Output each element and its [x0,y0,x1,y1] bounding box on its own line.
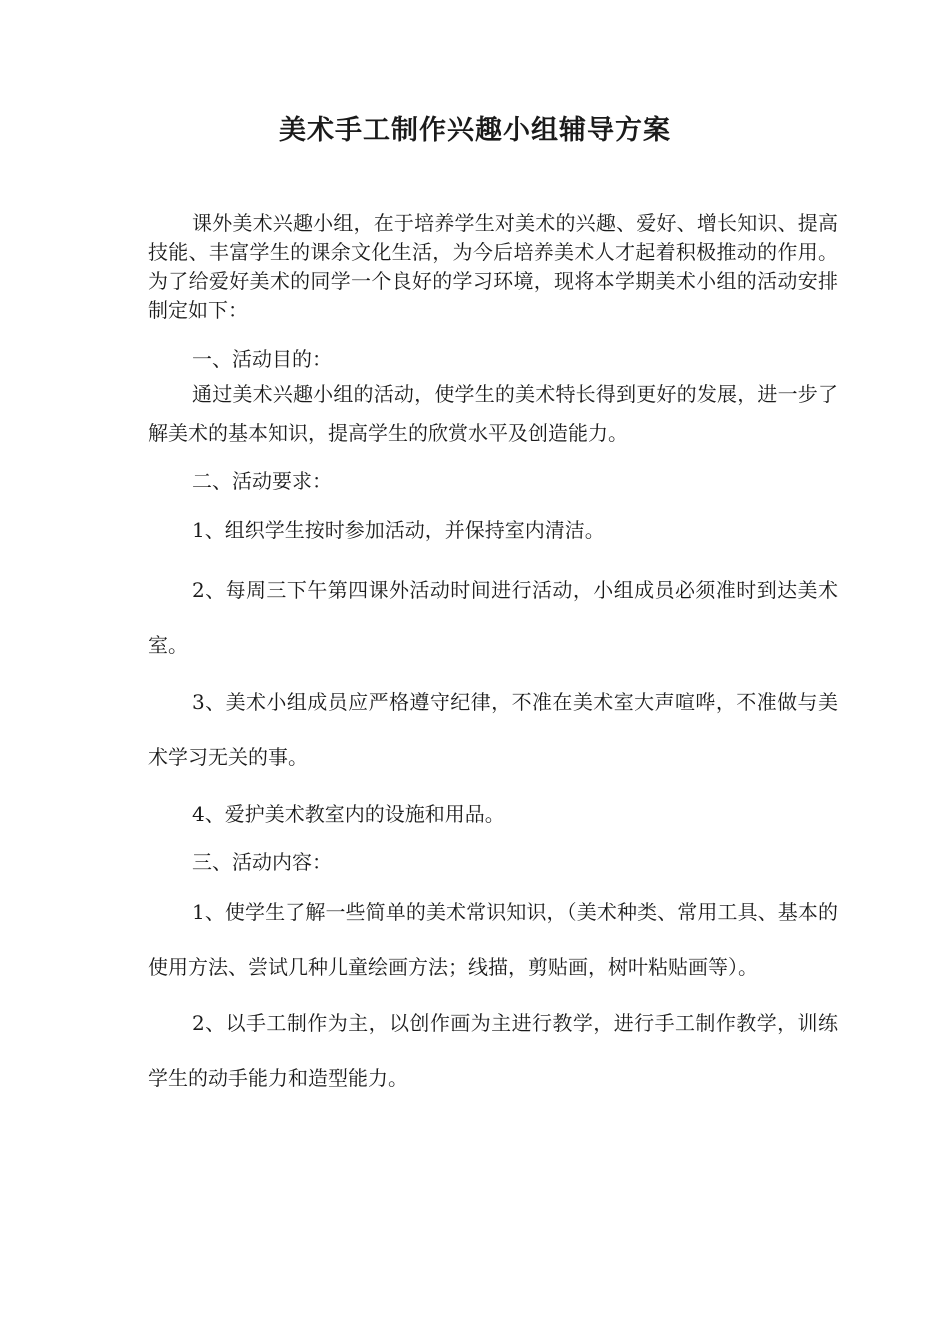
content-item-2: 2、以手工制作为主，以创作画为主进行教学，进行手工制作教学，训练学生的动手能力和造型能力。 [148,1011,838,1090]
section-heading-content: 三、活动内容： [192,850,332,874]
purpose-paragraph: 通过美术兴趣小组的活动，使学生的美术特长得到更好的发展，进一步了解美术的基本知识，提高学生的欣赏水平及创造能力。 [148,382,838,445]
section-heading-requirements: 二、活动要求： [192,469,332,493]
requirement-item-2: 2、每周三下午第四课外活动时间进行活动，小组成员必须准时到达美术室。 [148,578,838,657]
intro-paragraph: 课外美术兴趣小组，在于培养学生对美术的兴趣、爱好、增长知识、提高技能、丰富学生的课余文化生活，为今后培养美术人才起着积极推动的作用。为了给爱好美术的同学一个良好的学习环境，现将本学期美术小组的活动安排制定如下： [148,211,838,322]
content-item-1: 1、使学生了解一些简单的美术常识知识，（美术种类、常用工具、基本的使用方法、尝试几种儿童绘画方法；线描，剪贴画，树叶粘贴画等）。 [148,900,838,979]
requirement-item-1: 1、组织学生按时参加活动，并保持室内清洁。 [192,518,605,542]
document-title: 美术手工制作兴趣小组辅导方案 [279,115,671,146]
section-heading-purpose: 一、活动目的： [192,347,332,371]
requirement-item-4: 4、爱护美术教室内的设施和用品。 [192,802,505,826]
requirement-item-3: 3、美术小组成员应严格遵守纪律，不准在美术室大声喧哗，不准做与美术学习无关的事。 [148,690,838,769]
